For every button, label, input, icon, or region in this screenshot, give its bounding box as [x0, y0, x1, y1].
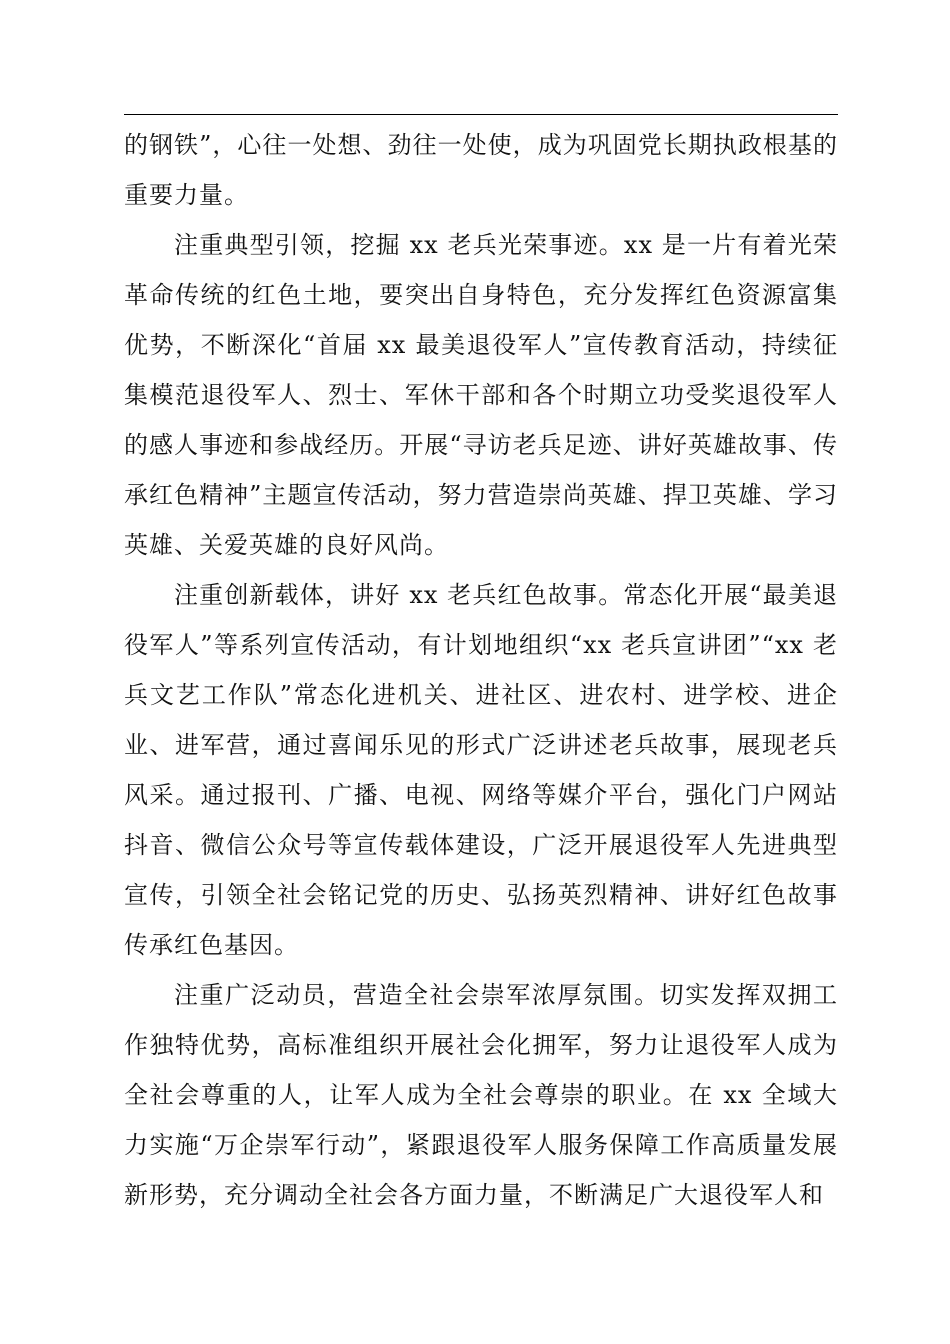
document-body	[124, 120, 838, 1220]
paragraph-continuation: 的钢铁”，心往一处想、劲往一处使，成为巩固党长期执政根基的重要力量。	[124, 131, 838, 209]
paragraph-typical-leadership: 注重典型引领，挖掘 xx 老兵光荣事迹。xx 是一片有着光荣革命传统的红色土地，要突出自身特色，充分发挥红色资源富集优势，不断深化“首届 xx 最美退役军人”宣传教育活动，持续征集模范退役军人、烈士、军休干部和各个时期立功受奖退役军人的感人事迹和参战经历。开展“寻访老兵足迹、讲好英雄故事、传承红色精神”主题宣传活动，努力营造崇尚英雄、捍卫英雄、学习英雄、关爱英雄的良好风尚。	[124, 231, 838, 559]
header-rule	[124, 114, 838, 115]
paragraph-broad-mobilization: 注重广泛动员，营造全社会崇军浓厚氛围。切实发挥双拥工作独特优势，高标准组织开展社会化拥军，努力让退役军人成为全社会尊重的人，让军人成为全社会尊崇的职业。在 xx 全域大力实施“万企崇军行动”，紧跟退役军人服务保障工作高质量发展新形势，充分调动全社会各方面力量，不断满足广大退役军人和	[124, 981, 838, 1209]
paragraph-innovative-carriers: 注重创新载体，讲好 xx 老兵红色故事。常态化开展“最美退役军人”等系列宣传活动，有计划地组织“xx 老兵宣讲团”“xx 老兵文艺工作队”常态化进机关、进社区、进农村、进学校、进企业、进军营，通过喜闻乐见的形式广泛讲述老兵故事，展现老兵风采。通过报刊、广播、电视、网络等媒介平台，强化门户网站抖音、微信公众号等宣传载体建设，广泛开展退役军人先进典型宣传，引领全社会铭记党的历史、弘扬英烈精神、讲好红色故事传承红色基因。	[124, 581, 838, 959]
